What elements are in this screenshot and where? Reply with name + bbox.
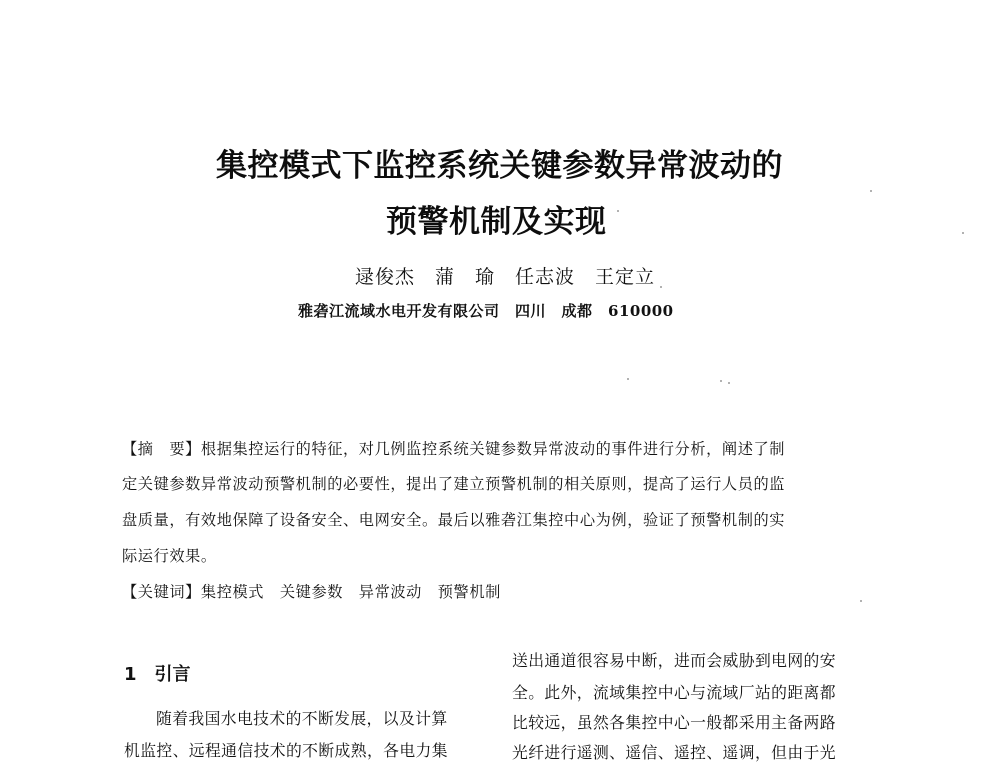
paper-title-line-2: 预警机制及实现 bbox=[386, 204, 607, 240]
right-column-line-3: 比较远，虽然各集控中心一般都采用主备两路 bbox=[512, 713, 836, 732]
scan-speck bbox=[660, 286, 662, 288]
abstract-line-4: 际运行效果。 bbox=[122, 547, 217, 565]
scan-speck bbox=[962, 232, 964, 234]
scan-speck bbox=[627, 378, 629, 380]
right-column-line-1: 送出通道很容易中断，进而会威胁到电网的安 bbox=[512, 651, 836, 670]
scan-speck bbox=[870, 190, 872, 192]
paper-title-line-1: 集控模式下监控系统关键参数异常波动的 bbox=[216, 148, 783, 184]
abstract-line-1: 【摘 要】根据集控运行的特征，对几例监控系统关键参数异常波动的事件进行分析，阐述了制 bbox=[122, 440, 786, 458]
right-column-line-4: 光纤进行遥测、遥信、遥控、遥调，但由于光 bbox=[512, 743, 836, 762]
scan-speck bbox=[728, 382, 730, 384]
left-column-line-1: 随着我国水电技术的不断发展，以及计算 bbox=[156, 709, 448, 728]
author-list: 逯俊杰 蒲 瑜 任志波 王定立 bbox=[355, 266, 656, 288]
keywords-line: 【关键词】集控模式 关键参数 异常波动 预警机制 bbox=[122, 583, 501, 601]
right-column-line-2: 全。此外，流域集控中心与流域厂站的距离都 bbox=[512, 683, 836, 702]
left-column-line-2: 机监控、远程通信技术的不断成熟，各电力集 bbox=[124, 741, 448, 760]
author-affiliation: 雅砻江流域水电开发有限公司 四川 成都 610000 bbox=[298, 302, 674, 320]
scan-speck bbox=[720, 380, 722, 382]
section-heading-introduction: 1 引言 bbox=[124, 664, 191, 685]
abstract-line-3: 盘质量，有效地保障了设备安全、电网安全。最后以雅砻江集控中心为例，验证了预警机制的实 bbox=[122, 511, 786, 529]
scan-speck bbox=[860, 600, 862, 602]
abstract-line-2: 定关键参数异常波动预警机制的必要性，提出了建立预警机制的相关原则，提高了运行人员的监 bbox=[122, 475, 786, 493]
scan-speck bbox=[617, 210, 619, 212]
